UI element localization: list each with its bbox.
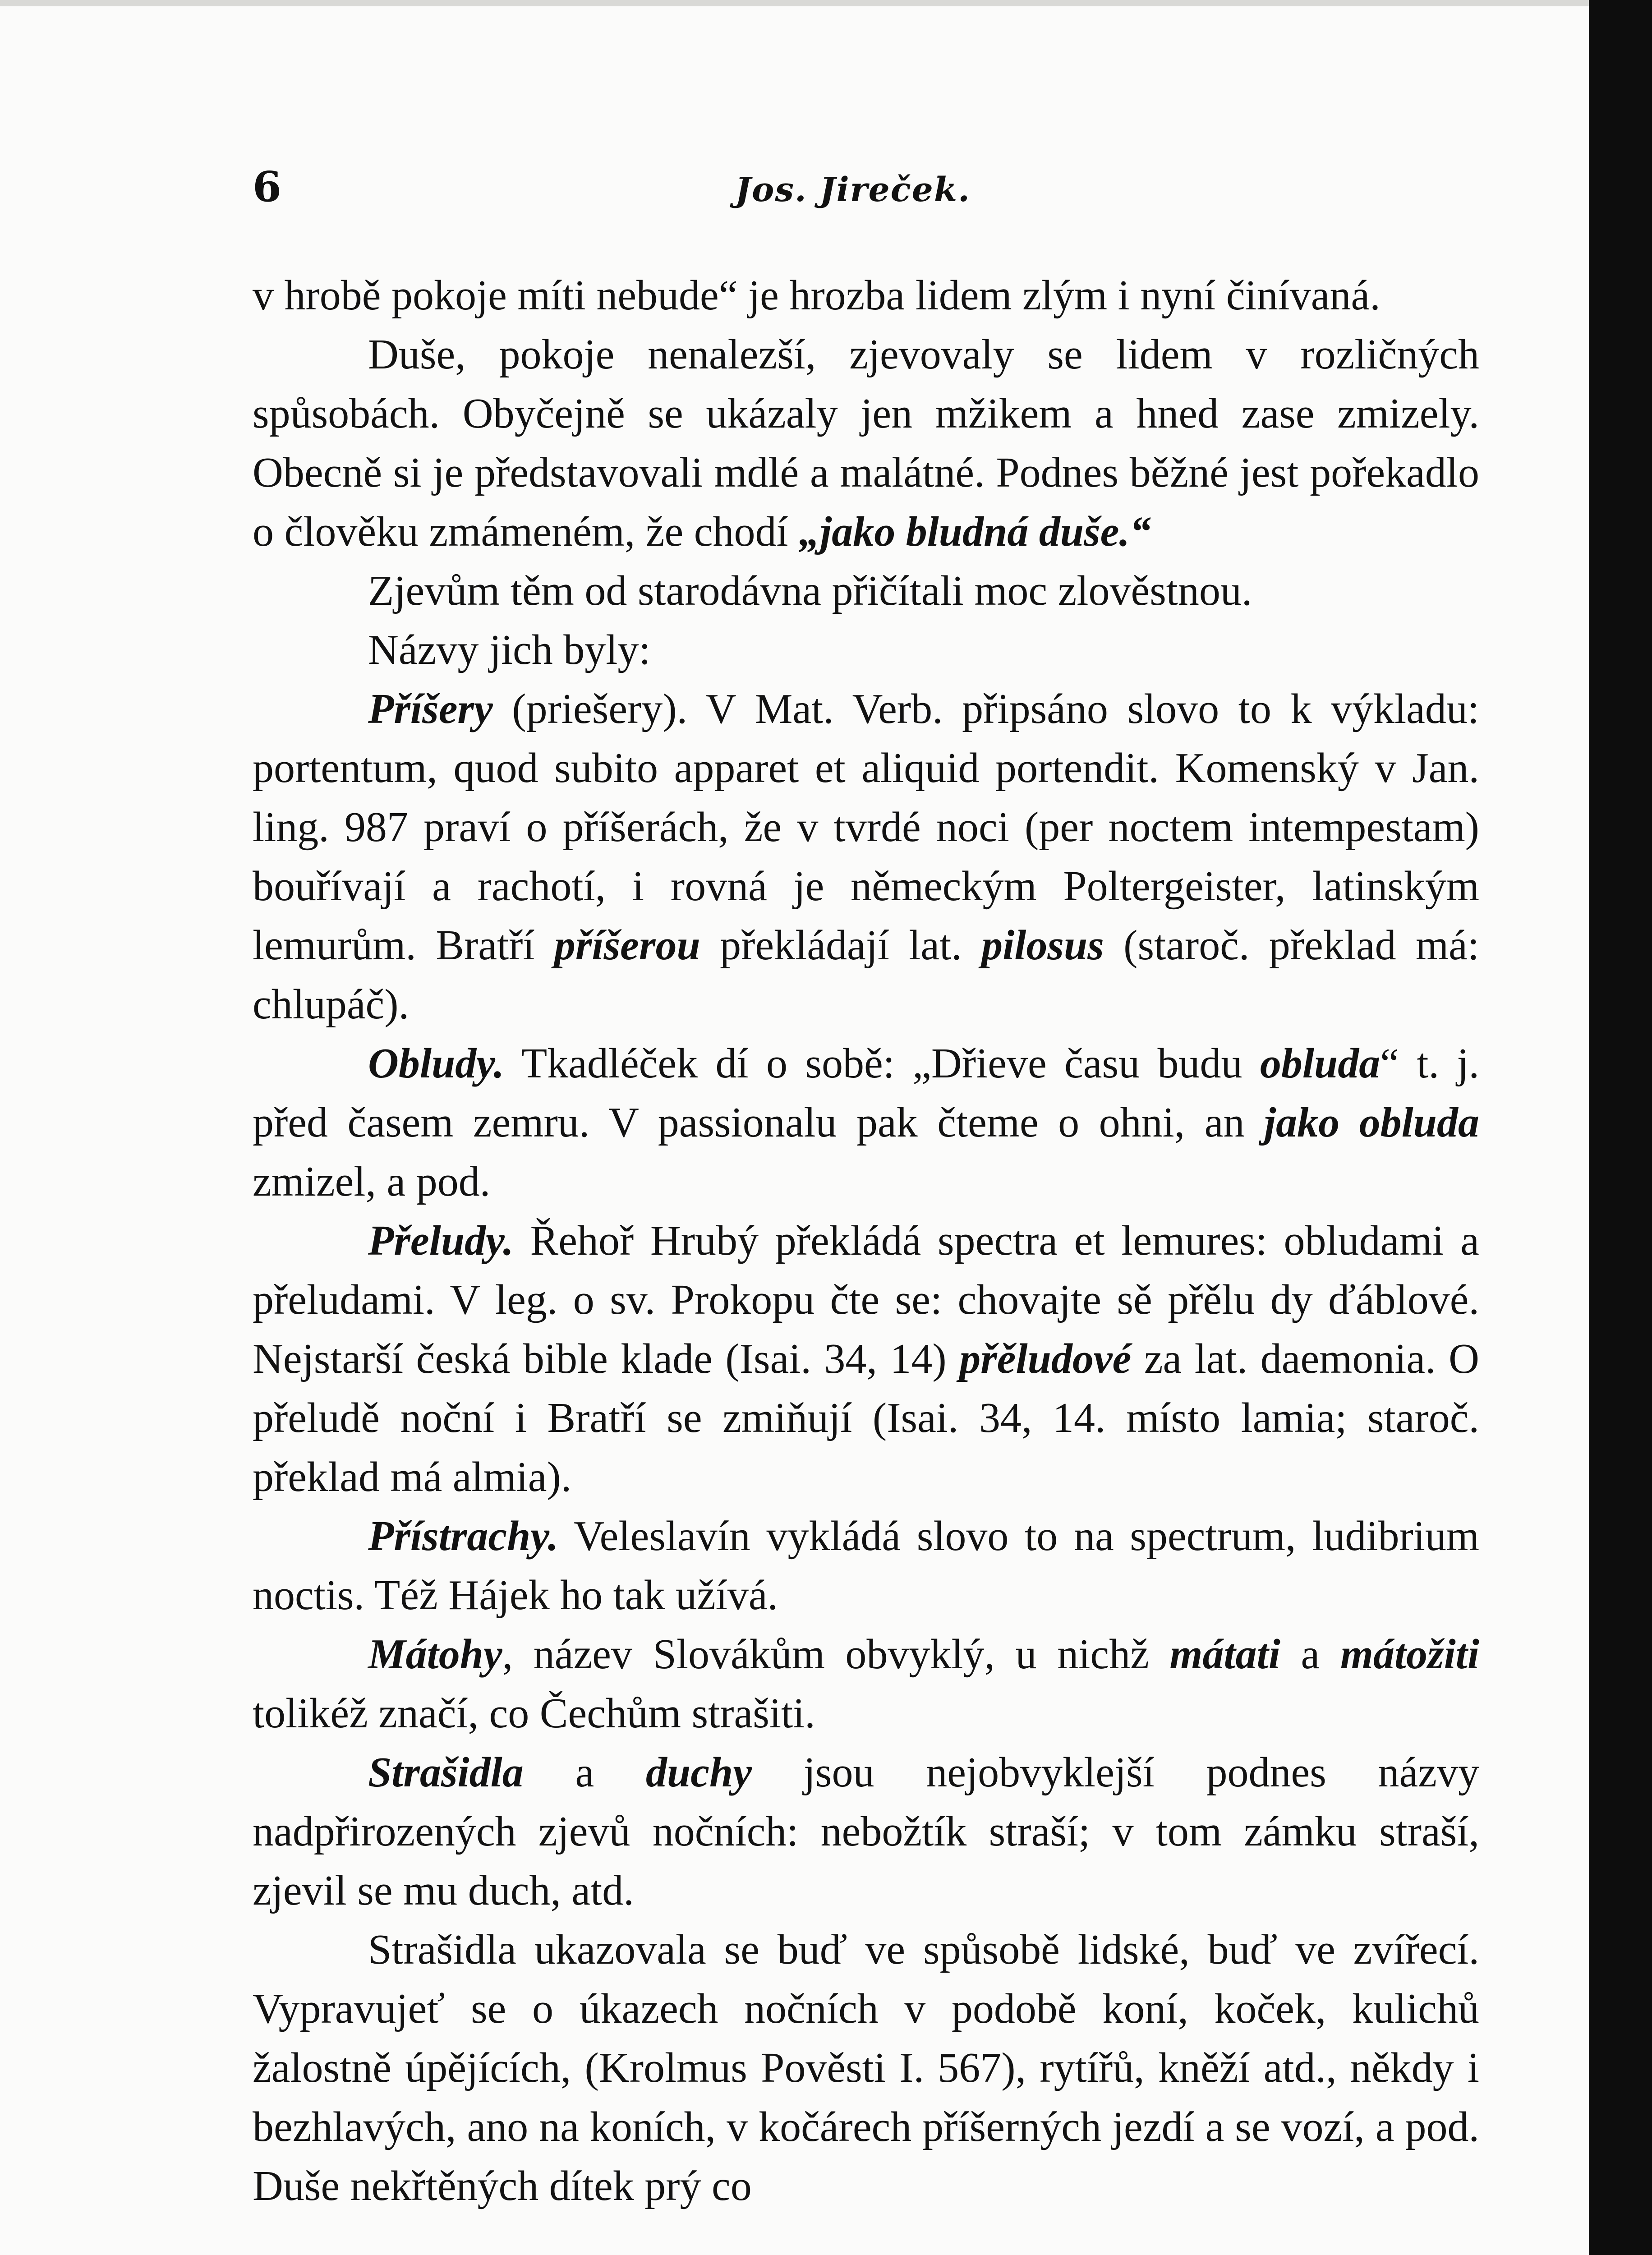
scan-top-edge [0,0,1652,6]
text-run: a [523,1749,646,1796]
emphasized-term: Přístrachy. [368,1513,559,1560]
emphasized-term: „jako bludná duše.“ [799,508,1151,555]
emphasized-term: duchy [646,1749,752,1796]
paragraph [253,1507,1479,1625]
emphasized-term: Obludy. [368,1040,505,1087]
page-number: 6 [253,162,282,211]
text-run: Duše, pokoje nenalezší, zjevovaly se lidem v rozličných spůsobách. Obyčejně se ukázaly jen mžikem a hned zase zmizely. Obecně si je představovali mdlé a malátné. Podnes běžné jest pořekadlo o člověku zmámeném, že chodí [253,331,1479,555]
text-run: tolikéž značí, co Čechům strašiti. [253,1690,815,1737]
text-run: (staroč. překlad má: chlupáč). [253,922,1479,1028]
emphasized-term: pilosus [981,922,1104,969]
paragraph [253,1211,1479,1507]
paragraph [253,561,1479,621]
paragraph [253,1625,1479,1743]
paragraph [253,1920,1479,2216]
emphasized-term: příšerou [554,922,700,969]
paragraph [253,621,1479,680]
emphasized-term: mátati [1169,1631,1280,1678]
text-run: překládají lat. [700,922,982,969]
running-head: Jos. Jireček. [735,170,971,209]
text-run: Řehoř Hrubý překládá spectra et lemures: obludami a přeludami. V leg. o sv. Prokopu čte se: chovajte sě přělu dy ďáblové. Nejstarší česká bible klade (Isai. 34, 14) [253,1217,1479,1382]
paragraph [253,680,1479,1034]
text-run: Strašidla ukazovala se buď ve spůsobě lidské, buď ve zvířecí. Vypravujeť se o úkazech nočních v podobě koní, koček, kulichů žalostně úpějících, (Krolmus Pověsti I. 567), rytířů, kněží atd., někdy i bezhlavých, ano na koních, v kočárech příšerných jezdí a se vozí, a pod. Duše nekřtěných dítek prý co [253,1926,1479,2209]
paragraph [253,1034,1479,1211]
paragraph [253,1743,1479,1920]
text-run: za lat. daemonia. O přeludě noční i Bratří se zmiňují (Isai. 34, 14. místo lamia; staroč. překlad má almia). [253,1335,1479,1500]
paragraph [253,266,1479,325]
text-run: Názvy jich byly: [368,626,651,673]
body-text [253,266,1479,2216]
emphasized-term: Mátohy [368,1631,502,1678]
text-run: , název Slovákům obvyklý, u nichž [502,1631,1170,1678]
text-run: Zjevům těm od starodávna přičítali moc zlověstnou. [368,567,1252,614]
emphasized-term: obluda [1260,1040,1381,1087]
page-header [253,162,1524,221]
emphasized-term: Přeludy. [368,1217,514,1264]
text-run: zmizel, a pod. [253,1158,491,1205]
text-run: Tkadléček dí o sobě: „Dřieve času budu [504,1040,1260,1087]
emphasized-term: Strašidla [368,1749,524,1796]
emphasized-term: Příšery [368,686,493,732]
scan-right-border [1589,0,1652,2255]
paragraph [253,325,1479,561]
text-run: (priešery). V Mat. Verb. připsáno slovo to k výkladu: portentum, quod subito apparet et aliquid portendit. Komenský v Jan. ling. 987 praví o příšerách, že v tvrdé noci (per noctem intempestam) bouřívají a rachotí, i rovná je německým Poltergeister, latinským lemurům. Bratří [253,686,1479,969]
emphasized-term: přěludové [959,1335,1132,1382]
text-run: “ t. j. před časem zemru. V passionalu pak čteme o ohni, an [253,1040,1479,1146]
text-run: jsou nejobvyklejší podnes názvy nadpřirozených zjevů nočních: nebožtík straší; v tom zámku straší, zjevil se mu duch, atd. [253,1749,1479,1914]
text-run: a [1280,1631,1340,1678]
emphasized-term: mátožiti [1340,1631,1479,1678]
emphasized-term: jako obluda [1264,1099,1480,1146]
text-run: v hrobě pokoje míti nebude“ je hrozba lidem zlým i nyní činívaná. [253,272,1381,319]
text-run: Veleslavín vykládá slovo to na spectrum, ludibrium noctis. Též Hájek ho tak užívá. [253,1513,1479,1619]
